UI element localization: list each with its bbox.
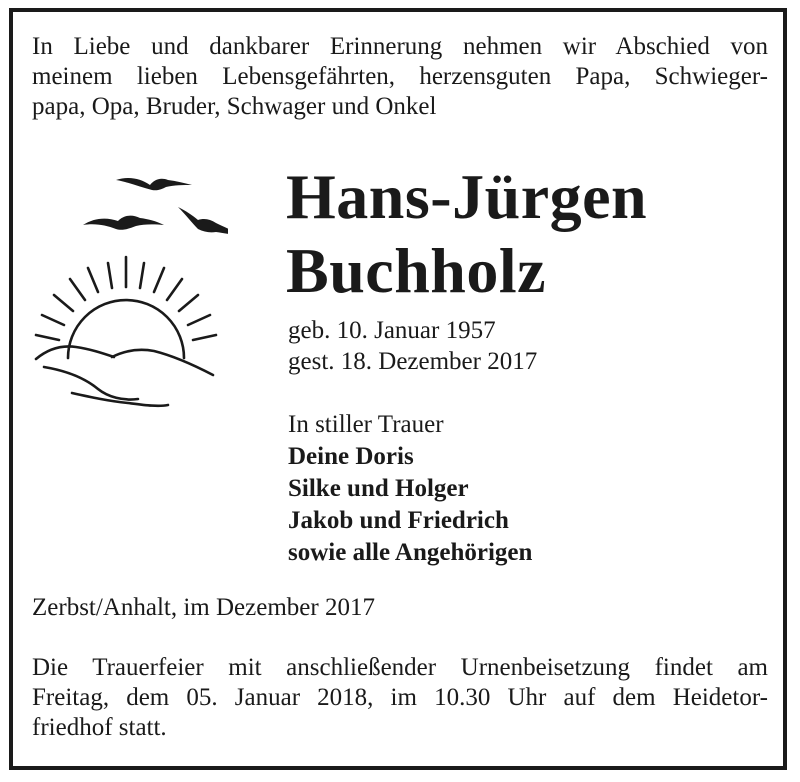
birds-over-sunset-icon — [28, 165, 228, 415]
mourner-name: Deine Doris — [288, 443, 414, 470]
death-date: gest. 18. Dezember 2017 — [288, 348, 538, 375]
mourners-intro: In stiller Trauer — [288, 411, 444, 438]
mourner-name: Jakob und Friedrich — [288, 507, 509, 534]
intro-line: In Liebe und dankbarer Erinnerung nehmen wir Abschied von — [32, 33, 768, 60]
birth-date: geb. 10. Januar 1957 — [288, 317, 496, 344]
funeral-line: friedhof statt. — [32, 714, 167, 741]
deceased-name — [286, 160, 647, 308]
mourner-name: sowie alle Angehörigen — [288, 539, 533, 566]
funeral-line: Die Trauerfeier mit anschließender Urnenbeisetzung findet am — [32, 654, 768, 681]
intro-line: meinem lieben Lebensgefährten, herzensguten Papa, Schwieger- — [32, 63, 768, 90]
funeral-line: Freitag, dem 05. Januar 2018, im 10.30 Uhr auf dem Heidetor- — [32, 684, 768, 711]
mourners-block — [288, 409, 532, 569]
deceased-first-name: Hans-Jürgen — [286, 161, 648, 232]
place-and-date: Zerbst/Anhalt, im Dezember 2017 — [32, 594, 375, 621]
intro-text — [32, 32, 768, 122]
funeral-notice — [32, 653, 768, 743]
life-dates — [288, 315, 537, 377]
mourner-name: Silke und Holger — [288, 475, 469, 502]
intro-line: papa, Opa, Bruder, Schwager und Onkel — [32, 93, 437, 120]
deceased-last-name: Buchholz — [286, 235, 547, 306]
